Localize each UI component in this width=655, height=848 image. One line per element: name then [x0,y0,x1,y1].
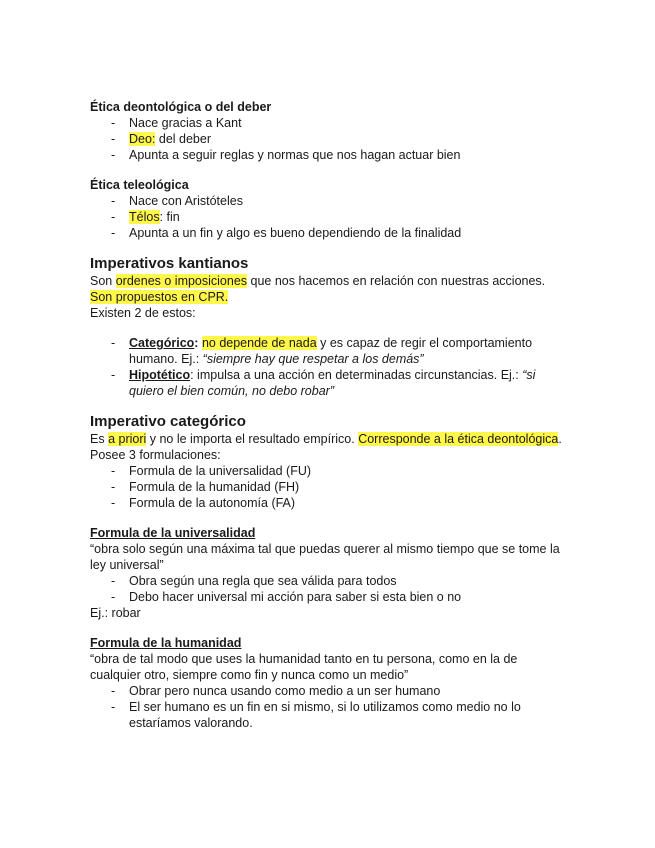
text-span: y no le importa el resultado empírico. [146,432,359,446]
label-categorico: Categórico [129,336,195,350]
list-item-text: : fin [159,210,180,224]
heading-etica-deontologica: Ética deontológica o del deber [90,100,272,114]
list-deontologica [90,115,570,163]
list-item-text: El ser humano es un fin en si mismo, si lo utilizamos como medio no lo estaríamos valorando. [129,700,521,730]
highlight-a-priori: a priori [108,432,147,446]
list-item [108,193,570,209]
highlight-ordenes: ordenes o imposiciones [115,274,248,288]
example-hipotetico: “si quiero el bien común, no debo robar” [129,368,536,398]
list-item-text: Formula de la universalidad (FU) [129,464,312,478]
list-item [108,147,570,163]
list-item-text: Nace con Aristóteles [129,194,243,208]
list-item-categorico [108,335,570,367]
heading-imperativos-kantianos: Imperativos kantianos [90,255,249,272]
quote-humanidad: “obra de tal modo que uses la humanidad tanto en tu persona, como en la de cualquier otro, siempre como fin y nunca como un medio” [90,652,518,682]
paragraph-existen: Existen 2 de estos: [90,306,196,320]
example-robar: Ej.: robar [90,606,141,620]
text-span: : impulsa a una acción en determinadas circunstancias. Ej.: [190,368,523,382]
text-span: Es [90,432,109,446]
label-hipotetico: Hipotético [129,368,191,382]
list-item-text: Obrar pero nunca usando como medio a un ser humano [129,684,441,698]
list-item-text: Formula de la autonomía (FA) [129,496,296,510]
list-item-text: Apunta a un fin y algo es bueno dependiendo de la finalidad [129,226,462,240]
text-span: que nos hacemos en relación con nuestras acciones. [247,274,546,288]
paragraph-cpr [90,289,570,305]
list-item [108,683,570,699]
list-item [108,131,570,147]
list-item [108,573,570,589]
quote-universalidad: “obra solo según una máxima tal que puedas querer al mismo tiempo que se tome la ley universal” [90,542,560,572]
list-imperativos [90,335,570,399]
text-span: . Posee 3 formulaciones: [90,432,562,462]
paragraph-imperativos [90,273,570,289]
list-item-text: Obra según una regla que sea válida para todos [129,574,397,588]
list-item [108,589,570,605]
list-item [108,225,570,241]
paragraph-imperativo-categorico [90,431,570,463]
list-teleologica [90,193,570,241]
highlight-no-depende: no depende de nada [201,336,317,350]
highlight-deo: Deo: [129,132,156,146]
heading-imperativo-categorico: Imperativo categórico [90,413,246,430]
list-item [108,479,570,495]
list-item [108,463,570,479]
text-span: Son [90,274,116,288]
list-item-text: del deber [155,132,212,146]
list-formulaciones [90,463,570,511]
list-item [108,209,570,225]
list-item [108,115,570,131]
list-universalidad [90,573,570,605]
label-colon: : [194,336,199,350]
list-item-text: Formula de la humanidad (FH) [129,480,300,494]
example-categorico: “siempre hay que respetar a los demás” [202,352,424,366]
list-item-text: Apunta a seguir reglas y normas que nos hagan actuar bien [129,148,461,162]
heading-formula-humanidad: Formula de la humanidad [90,636,242,650]
list-item [108,495,570,511]
heading-formula-universalidad: Formula de la universalidad [90,526,256,540]
document-content [90,99,570,731]
list-item-text: Nace gracias a Kant [129,116,242,130]
list-humanidad [90,683,570,731]
highlight-corresponde: Corresponde a la ética deontológica [358,432,559,446]
heading-etica-teleologica: Ética teleológica [90,178,189,192]
highlight-telos: Télos [129,210,160,224]
highlight-cpr: Son propuestos en CPR. [90,290,229,304]
list-item-text: Debo hacer universal mi acción para saber si esta bien o no [129,590,462,604]
list-item [108,699,570,731]
list-item-hipotetico [108,367,570,399]
text-span: y es capaz de regir el comportamiento humano. Ej.: [129,336,533,366]
